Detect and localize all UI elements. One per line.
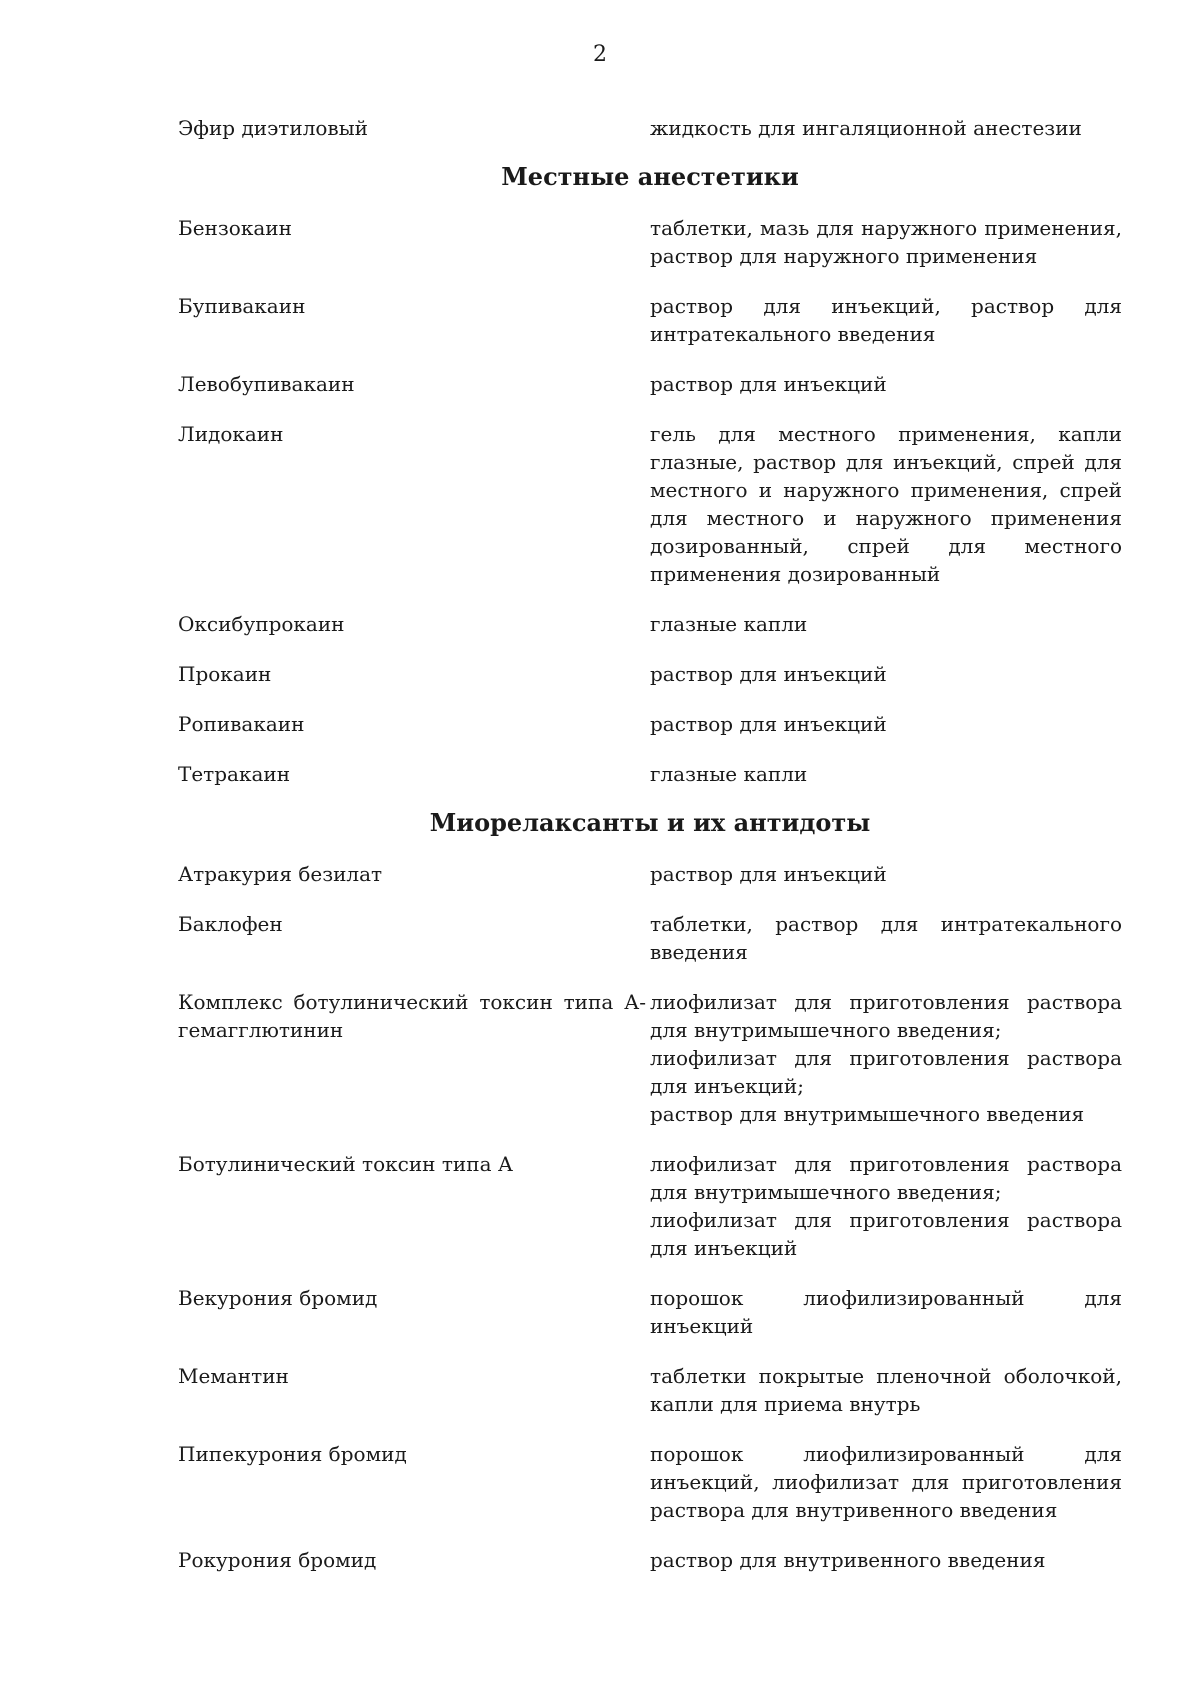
drug-row (178, 420, 1122, 588)
drug-list (178, 114, 1122, 1596)
dosage-form-line: лиофилизат для приготовления раствора для инъекций (650, 1208, 1122, 1260)
drug-name: Ропивакаин (178, 712, 305, 736)
drug-row (178, 1362, 1122, 1418)
dosage-forms (650, 1284, 1122, 1340)
dosage-form-line: порошок лиофилизированный для инъекций, лиофилизат для приготовления раствора для внутривенного введения (650, 1442, 1122, 1522)
drug-name: Бупивакаин (178, 294, 306, 318)
dosage-forms (650, 1440, 1122, 1524)
drug-row (178, 114, 1122, 142)
dosage-form-line: таблетки покрытые пленочной оболочкой, капли для приема внутрь (650, 1364, 1122, 1416)
drug-name: Рокурония бромид (178, 1548, 377, 1572)
drug-name: Тетракаин (178, 762, 291, 786)
drug-row (178, 760, 1122, 788)
drug-name: Бензокаин (178, 216, 292, 240)
dosage-forms (650, 214, 1122, 270)
page-number: 2 (593, 42, 607, 67)
drug-row (178, 910, 1122, 966)
dosage-form-line: лиофилизат для приготовления раствора для внутримышечного введения; (650, 1152, 1122, 1204)
dosage-forms (650, 370, 1122, 398)
dosage-forms (650, 910, 1122, 966)
drug-name: Пипекурония бромид (178, 1442, 407, 1466)
drug-row (178, 710, 1122, 738)
dosage-forms (650, 860, 1122, 888)
dosage-form-line: жидкость для ингаляционной анестезии (650, 116, 1082, 140)
dosage-forms (650, 292, 1122, 348)
dosage-forms (650, 988, 1122, 1128)
dosage-form-line: таблетки, мазь для наружного применения, раствор для наружного применения (650, 216, 1122, 268)
dosage-form-line: раствор для инъекций (650, 712, 887, 736)
drug-row (178, 610, 1122, 638)
drug-row (178, 1150, 1122, 1262)
dosage-forms (650, 1150, 1122, 1262)
dosage-form-line: раствор для внутримышечного введения (650, 1102, 1085, 1126)
dosage-form-line: порошок лиофилизированный для инъекций (650, 1286, 1122, 1338)
drug-row (178, 988, 1122, 1128)
dosage-form-line: глазные капли (650, 612, 808, 636)
dosage-forms (650, 1362, 1122, 1418)
dosage-form-line: раствор для инъекций (650, 372, 887, 396)
dosage-form-line: раствор для внутривенного введения (650, 1548, 1046, 1572)
drug-row (178, 1546, 1122, 1574)
dosage-forms (650, 1546, 1122, 1574)
dosage-form-line: таблетки, раствор для интратекального введения (650, 912, 1122, 964)
dosage-form-line: гель для местного применения, капли глазные, раствор для инъекций, спрей для местного и наружного применения, спрей для местного и наружного применения дозированный, спрей для местного применения дозированный (650, 422, 1122, 586)
drug-name: Левобупивакаин (178, 372, 355, 396)
drug-name: Лидокаин (178, 422, 284, 446)
drug-name: Комплекс ботулинический токсин типа А-гемагглютинин (178, 990, 646, 1042)
dosage-forms (650, 610, 1122, 638)
drug-name: Прокаин (178, 662, 272, 686)
drug-name: Оксибупрокаин (178, 612, 345, 636)
dosage-forms (650, 114, 1122, 142)
dosage-forms (650, 760, 1122, 788)
drug-name: Баклофен (178, 912, 283, 936)
drug-row (178, 292, 1122, 348)
drug-row (178, 1440, 1122, 1524)
drug-row (178, 660, 1122, 688)
dosage-forms (650, 710, 1122, 738)
section-title-local-anesthetics: Местные анестетики (501, 162, 799, 191)
dosage-form-line: раствор для инъекций (650, 862, 887, 886)
section-title-muscle-relaxants: Миорелаксанты и их антидоты (429, 808, 871, 837)
dosage-form-line: лиофилизат для приготовления раствора для внутримышечного введения; (650, 990, 1122, 1042)
drug-row (178, 370, 1122, 398)
drug-name: Ботулинический токсин типа А (178, 1152, 514, 1176)
dosage-form-line: раствор для инъекций, раствор для интратекального введения (650, 294, 1122, 346)
dosage-form-line: лиофилизат для приготовления раствора для инъекций; (650, 1046, 1122, 1098)
dosage-forms (650, 660, 1122, 688)
dosage-form-line: раствор для инъекций (650, 662, 887, 686)
drug-name: Мемантин (178, 1364, 289, 1388)
dosage-forms (650, 420, 1122, 588)
drug-row (178, 1284, 1122, 1340)
drug-name: Векурония бромид (178, 1286, 378, 1310)
dosage-form-line: глазные капли (650, 762, 808, 786)
drug-row (178, 214, 1122, 270)
drug-name: Эфир диэтиловый (178, 116, 368, 140)
drug-row (178, 860, 1122, 888)
drug-name: Атракурия безилат (178, 862, 383, 886)
